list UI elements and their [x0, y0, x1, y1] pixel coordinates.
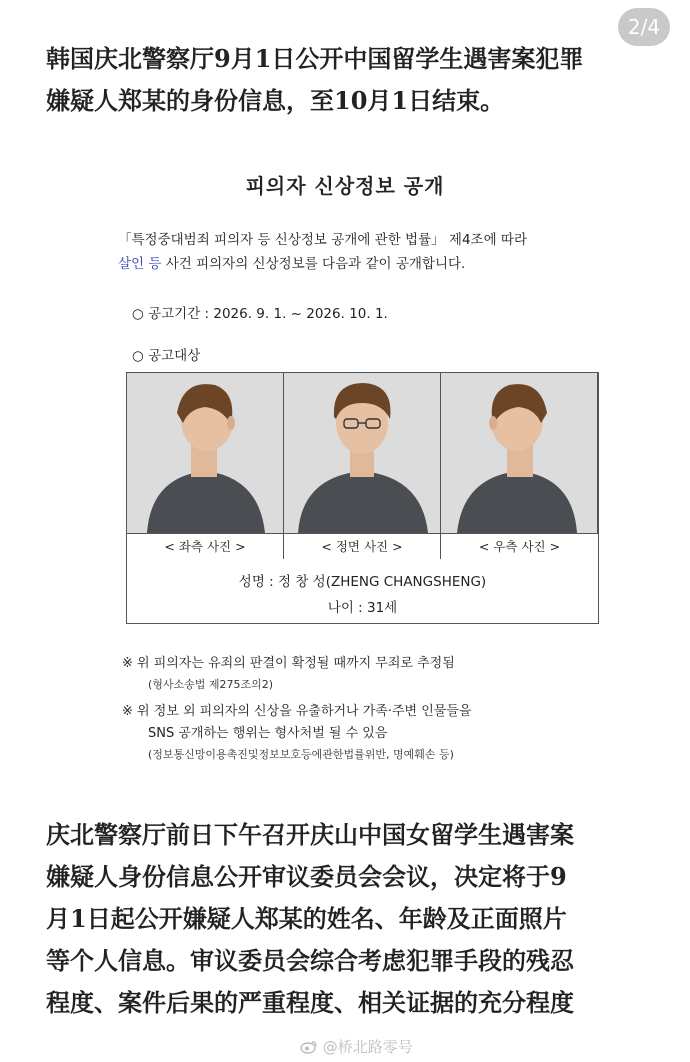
suspect-photo-left — [127, 373, 284, 559]
note-leak-warning: ※ 위 정보 외 피의자의 신상을 유출하거나 가족·주변 인물들을 — [122, 704, 472, 719]
note-leak-warning-ref: (정보통신망이용촉진및정보보호등에관한법률위반, 명예훼손 등) — [148, 748, 454, 761]
body-line: 月1日起公开嫌疑人郑某的姓名、年龄及正面照片 — [46, 904, 567, 933]
note-presumption: ※ 위 피의자는 유죄의 판결이 확정될 때까지 무죄로 추정됨 — [122, 656, 455, 671]
notice-case-rest: 사건 피의자의 신상정보를 다음과 같이 공개합니다. — [161, 256, 466, 272]
body-line: 嫌疑人身份信息公开审议委员会会议，决定将于9 — [46, 862, 567, 891]
notice-case-line — [118, 252, 465, 272]
suspect-photo-front — [284, 373, 441, 559]
photo-caption-left: < 좌측 사진 > — [127, 533, 284, 559]
body-line: 程度、案件后果的严重程度、相关证据的充分程度 — [46, 988, 574, 1017]
page-indicator-badge[interactable]: 2/4 — [618, 8, 670, 46]
body-line: 庆北警察厅前日下午召开庆山中国女留学生遇害案 — [46, 820, 574, 849]
weibo-icon — [300, 1040, 318, 1054]
suspect-info-box — [126, 560, 599, 624]
notice-target-label: ○ 공고대상 — [132, 348, 201, 364]
photo-caption-right: < 우측 사진 > — [441, 533, 598, 559]
note-leak-warning-cont: SNS 공개하는 행위는 형사처벌 될 수 있음 — [148, 726, 388, 741]
watermark-text: @桥北路零号 — [322, 1038, 413, 1056]
intro-paragraph — [46, 38, 656, 122]
notice-law-line: 「특정중대범죄 피의자 등 신상정보 공개에 관한 법률」 제4조에 따라 — [118, 232, 527, 248]
intro-line: 嫌疑人郑某的身份信息，至10月1日结束。 — [46, 86, 505, 115]
murder-keyword: 살인 등 — [118, 256, 162, 272]
suspect-age: 나이 : 31세 — [327, 600, 398, 616]
body-line: 等个人信息。审议委员会综合考虑犯罪手段的残忍 — [46, 946, 574, 975]
suspect-photo-right — [441, 373, 598, 559]
suspect-name: 성명 : 정 창 성(ZHENG CHANGSHENG) — [238, 574, 487, 590]
note-presumption-ref: (형사소송법 제275조의2) — [148, 678, 274, 691]
watermark — [300, 1036, 413, 1057]
notice-period: ○ 공고기간 : 2026. 9. 1. ~ 2026. 10. 1. — [132, 306, 388, 322]
notice-title: 피의자 신상정보 공개 — [245, 174, 445, 198]
photo-caption-front: < 정면 사진 > — [284, 533, 441, 559]
disclosure-notice-image — [0, 140, 690, 790]
intro-line: 韩国庆北警察厅9月1日公开中国留学生遇害案犯罪 — [46, 44, 584, 73]
body-paragraph — [46, 814, 656, 1024]
